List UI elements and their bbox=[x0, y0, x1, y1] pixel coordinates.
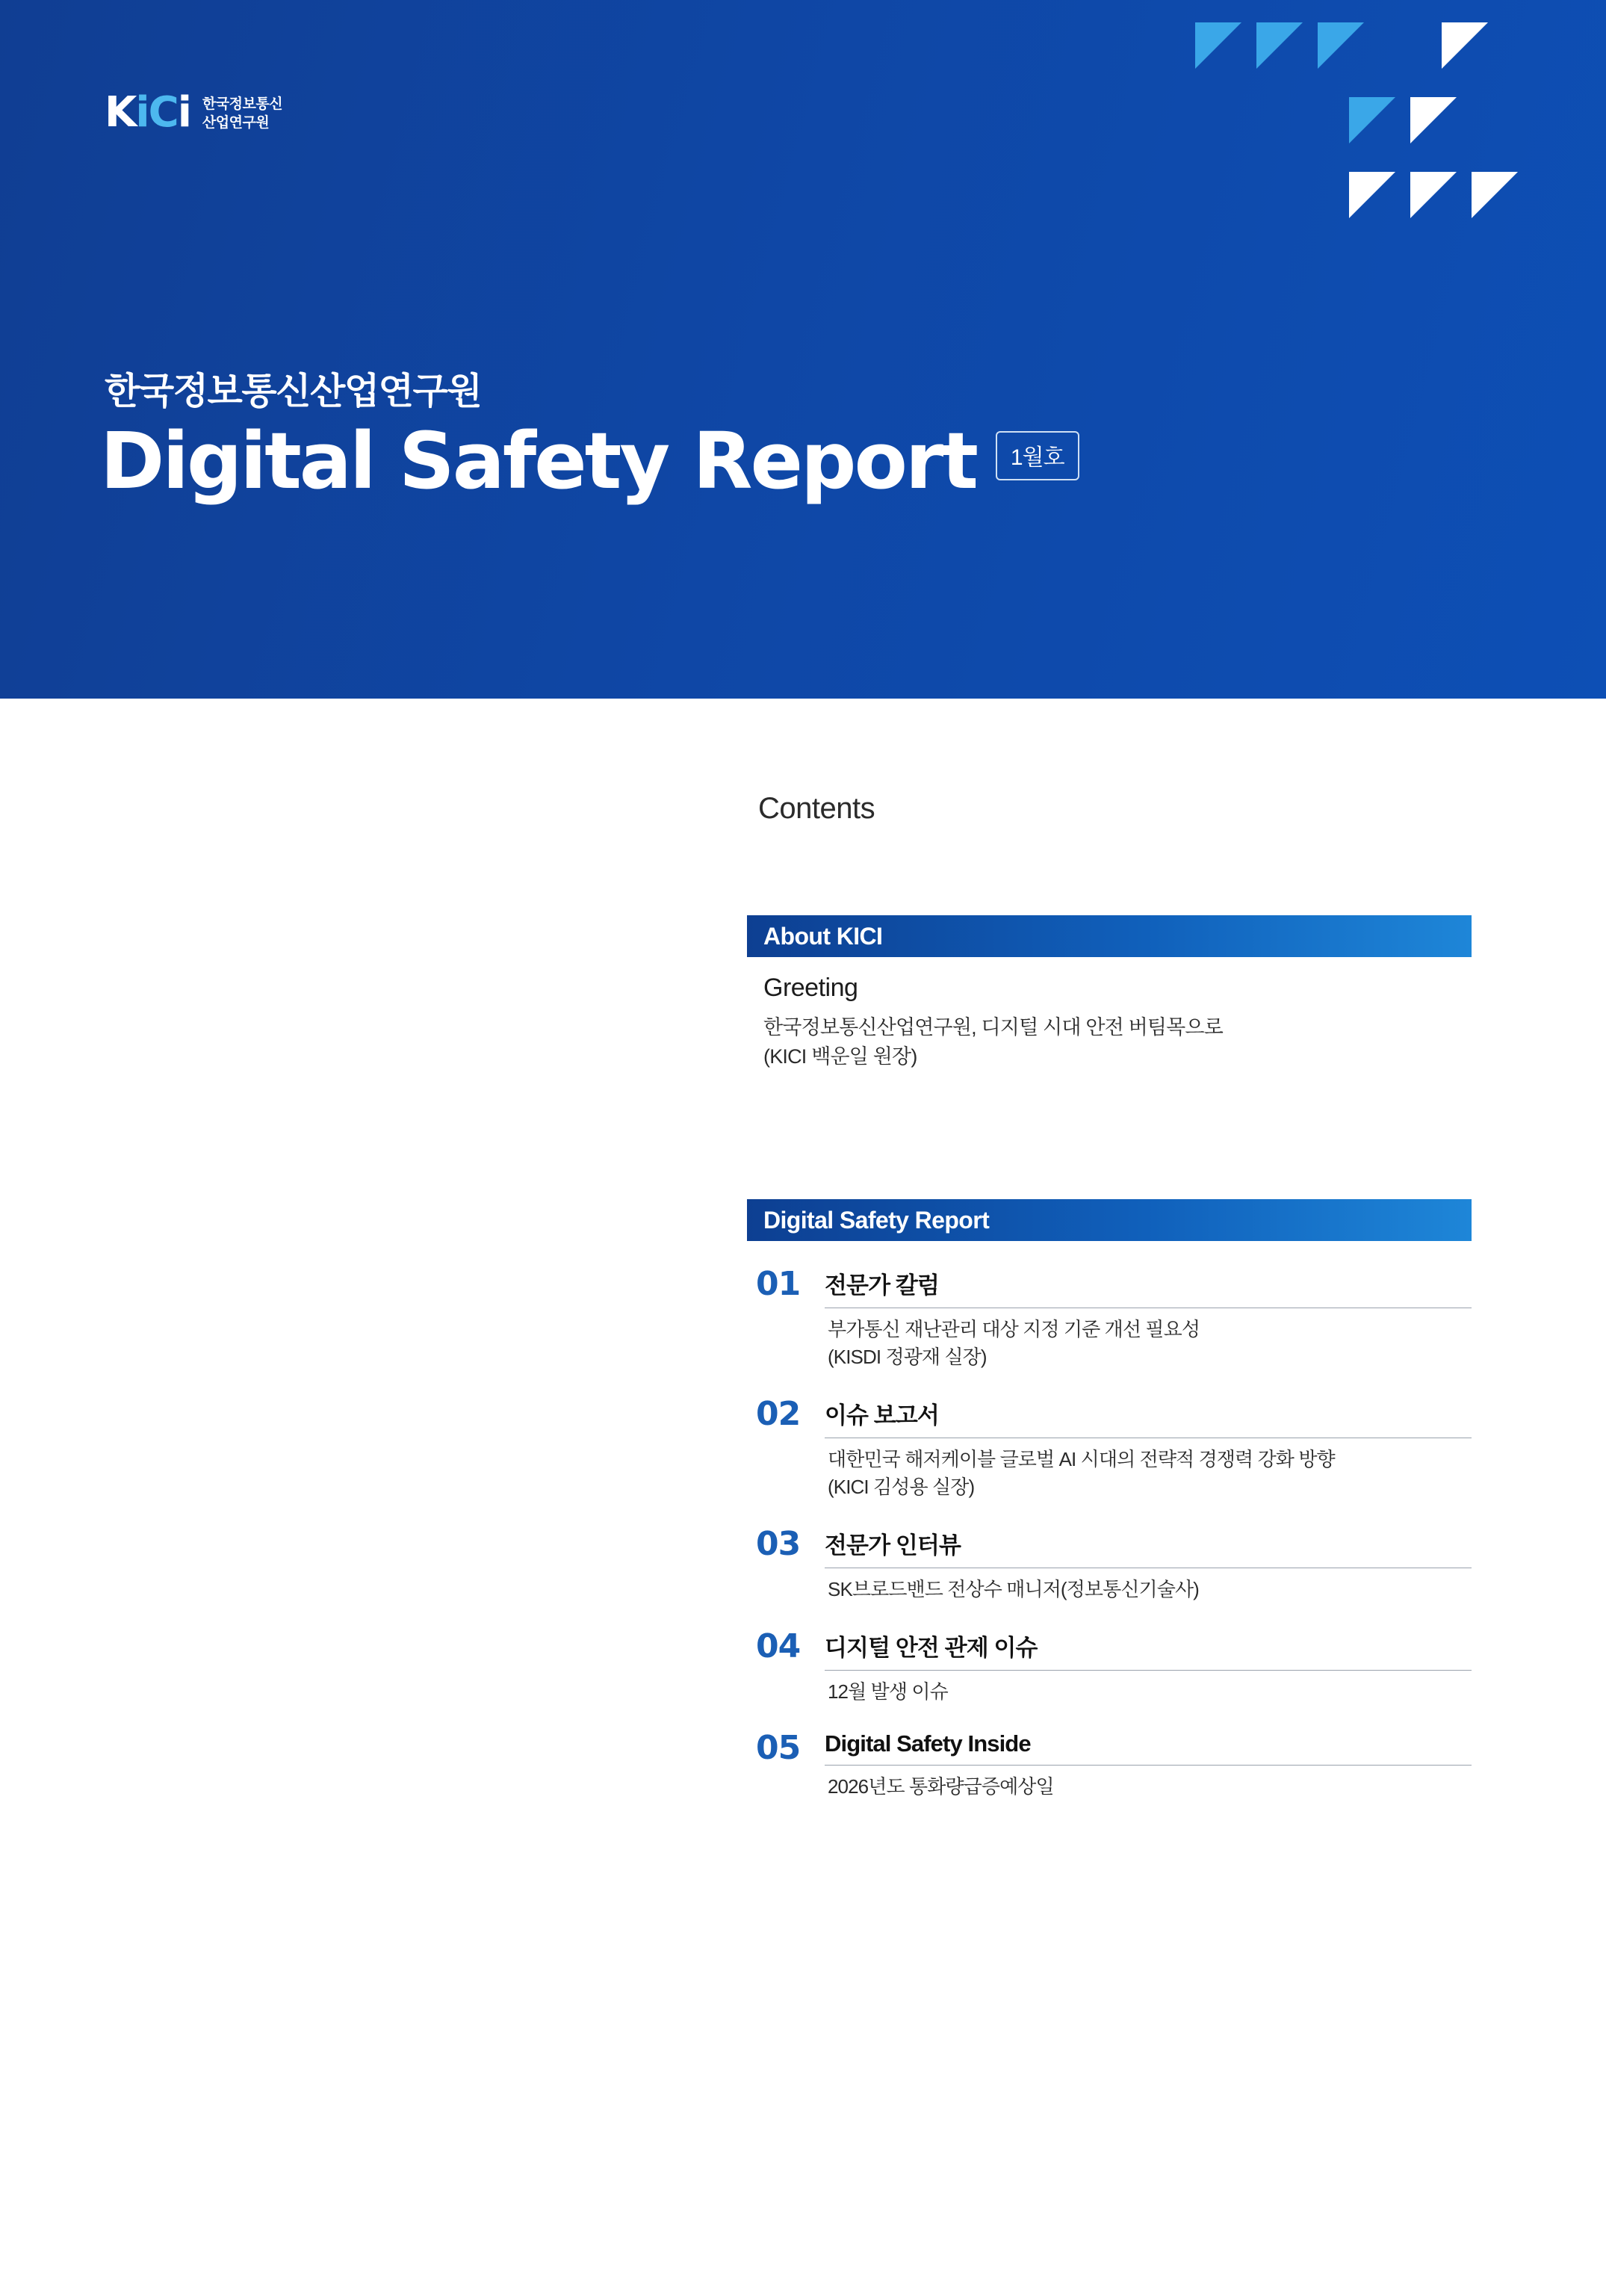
entry-main bbox=[825, 1629, 1472, 1706]
entry-description-line2: (KISDI 정광재 실장) bbox=[828, 1345, 987, 1368]
entry-title: 전문가 칼럼 bbox=[825, 1266, 1472, 1308]
entry-number: 01 bbox=[756, 1265, 801, 1303]
triangle-icon bbox=[1410, 172, 1457, 218]
entry-main bbox=[825, 1730, 1472, 1801]
entry-description-line1: 2026년도 통화량급증예상일 bbox=[828, 1775, 1054, 1798]
triangle-icon bbox=[1256, 22, 1303, 69]
list-item[interactable] bbox=[747, 1266, 1472, 1371]
entry-description-line2: (KICI 김성용 실장) bbox=[828, 1475, 975, 1498]
section-title: Digital Safety Report bbox=[763, 1206, 990, 1234]
greeting-line-1: 한국정보통신산업연구원, 디지털 시대 안전 버팀목으로 bbox=[763, 1016, 1223, 1039]
entry-number: 04 bbox=[756, 1627, 801, 1665]
kici-logo-subtext-line2: 산업연구원 bbox=[202, 114, 270, 131]
hero-banner bbox=[0, 0, 1606, 699]
kici-logo-subtext bbox=[202, 93, 282, 132]
kici-logo-subtext-line1: 한국정보통신 bbox=[202, 96, 283, 112]
triangle-icon bbox=[1349, 97, 1395, 143]
greeting-heading: Greeting bbox=[763, 974, 858, 1002]
entry-description-line1: 대한민국 해저케이블 글로벌 AI 시대의 전략적 경쟁력 강화 방향 bbox=[828, 1447, 1335, 1470]
list-item[interactable] bbox=[747, 1629, 1472, 1706]
entry-main bbox=[825, 1526, 1472, 1603]
list-item[interactable] bbox=[747, 1526, 1472, 1603]
entry-number: 02 bbox=[756, 1394, 801, 1433]
decorative-triangles bbox=[1195, 22, 1509, 239]
entry-title: 이슈 보고서 bbox=[825, 1396, 1472, 1438]
section-header-bar bbox=[747, 915, 1472, 957]
report-title-row bbox=[100, 415, 1079, 507]
triangle-icon bbox=[1349, 172, 1395, 218]
section-header-bar bbox=[747, 1199, 1472, 1241]
list-item[interactable] bbox=[747, 1396, 1472, 1501]
triangle-icon bbox=[1195, 22, 1241, 69]
entry-description-line1: 12월 발생 이슈 bbox=[828, 1680, 948, 1703]
entry-main bbox=[825, 1266, 1472, 1371]
triangle-icon bbox=[1410, 97, 1457, 143]
triangle-icon bbox=[1442, 22, 1488, 69]
report-title: Digital Safety Report bbox=[100, 415, 976, 507]
triangle-icon bbox=[1318, 22, 1364, 69]
organization-name: 한국정보통신산업연구원 bbox=[105, 371, 482, 412]
entry-description-line1: 부가통신 재난관리 대상 지정 기준 개선 필요성 bbox=[828, 1318, 1200, 1340]
entry-main bbox=[825, 1396, 1472, 1501]
section-about-kici bbox=[747, 915, 1472, 1071]
entry-title: 디지털 안전 관제 이슈 bbox=[825, 1629, 1472, 1671]
entry-description-line1: SK브로드밴드 전상수 매니저(정보통신기술사) bbox=[828, 1577, 1199, 1600]
issue-badge: 1월호 bbox=[996, 431, 1079, 480]
kici-logo-text: KiCi bbox=[105, 88, 190, 137]
contents-label: Contents bbox=[758, 792, 875, 825]
section-body bbox=[747, 957, 1472, 1071]
section-digital-safety-report bbox=[747, 1199, 1472, 1801]
kici-logo bbox=[105, 88, 282, 137]
entry-title: 전문가 인터뷰 bbox=[825, 1526, 1472, 1568]
entry-number: 05 bbox=[756, 1729, 801, 1768]
section-title: About KICI bbox=[763, 922, 883, 950]
kici-logo-mark bbox=[105, 88, 190, 137]
entry-number: 03 bbox=[756, 1524, 801, 1563]
list-item[interactable] bbox=[747, 1730, 1472, 1801]
triangle-icon bbox=[1472, 172, 1518, 218]
entry-title: Digital Safety Inside bbox=[825, 1730, 1472, 1766]
greeting-line-2: (KICI 백운일 원장) bbox=[763, 1045, 917, 1068]
